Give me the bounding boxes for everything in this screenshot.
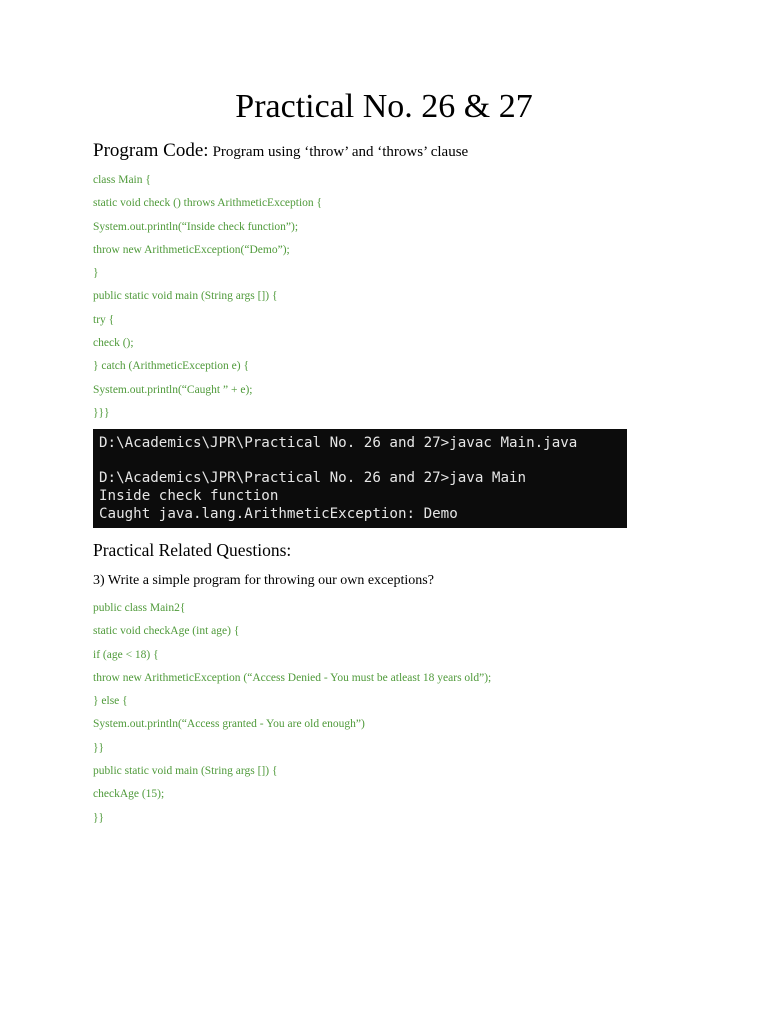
code-block-main — [93, 173, 322, 429]
terminal-blank-line — [99, 452, 627, 469]
code-line: try { — [93, 313, 115, 326]
program-code-heading — [93, 140, 468, 162]
code-line: public static void main (String args []) { — [93, 290, 278, 303]
code-line: } catch (ArithmeticException e) { — [93, 360, 250, 373]
code-line: }} — [93, 741, 105, 754]
code-line: static void check () throws ArithmeticException { — [93, 197, 323, 210]
terminal-line: D:\Academics\JPR\Practical No. 26 and 27>java Main — [99, 470, 527, 486]
code-line: class Main { — [93, 174, 151, 186]
terminal-line: Caught java.lang.ArithmeticException: Demo — [99, 506, 458, 522]
terminal-output — [93, 429, 627, 528]
code-line: check (); — [93, 337, 134, 350]
terminal-line: D:\Academics\JPR\Practical No. 26 and 27>javac Main.java — [99, 435, 578, 451]
code-line: System.out.println(“Inside check function”); — [93, 220, 299, 233]
code-line: System.out.println(“Access granted - You are old enough”) — [93, 718, 365, 731]
terminal-line: Inside check function — [99, 488, 279, 504]
question-text: 3) Write a simple program for throwing our own exceptions? — [93, 573, 434, 588]
code-line: System.out.println(“Caught ” + e); — [93, 383, 253, 396]
code-line: }} — [93, 811, 105, 824]
code-line: public static void main (String args []) { — [93, 765, 278, 778]
code-line: checkAge (15); — [93, 788, 165, 801]
page-title: Practical No. 26 & 27 — [235, 88, 533, 125]
code-line: public class Main2{ — [93, 602, 186, 614]
code-line: }}} — [93, 406, 110, 419]
code-line: } else { — [93, 695, 128, 708]
code-line: static void checkAge (int age) { — [93, 625, 240, 638]
code-line: throw new ArithmeticException (“Access Denied - You must be atleast 18 years old”); — [93, 671, 492, 684]
code-block-main2 — [93, 601, 491, 834]
code-line: } — [93, 267, 99, 280]
program-code-description: Program using ‘throw’ and ‘throws’ clause — [212, 144, 469, 160]
code-line: if (age < 18) { — [93, 648, 159, 661]
related-questions-heading: Practical Related Questions: — [93, 540, 292, 560]
program-code-label: Program Code: — [93, 140, 209, 161]
code-line: throw new ArithmeticException(“Demo”); — [93, 243, 290, 256]
